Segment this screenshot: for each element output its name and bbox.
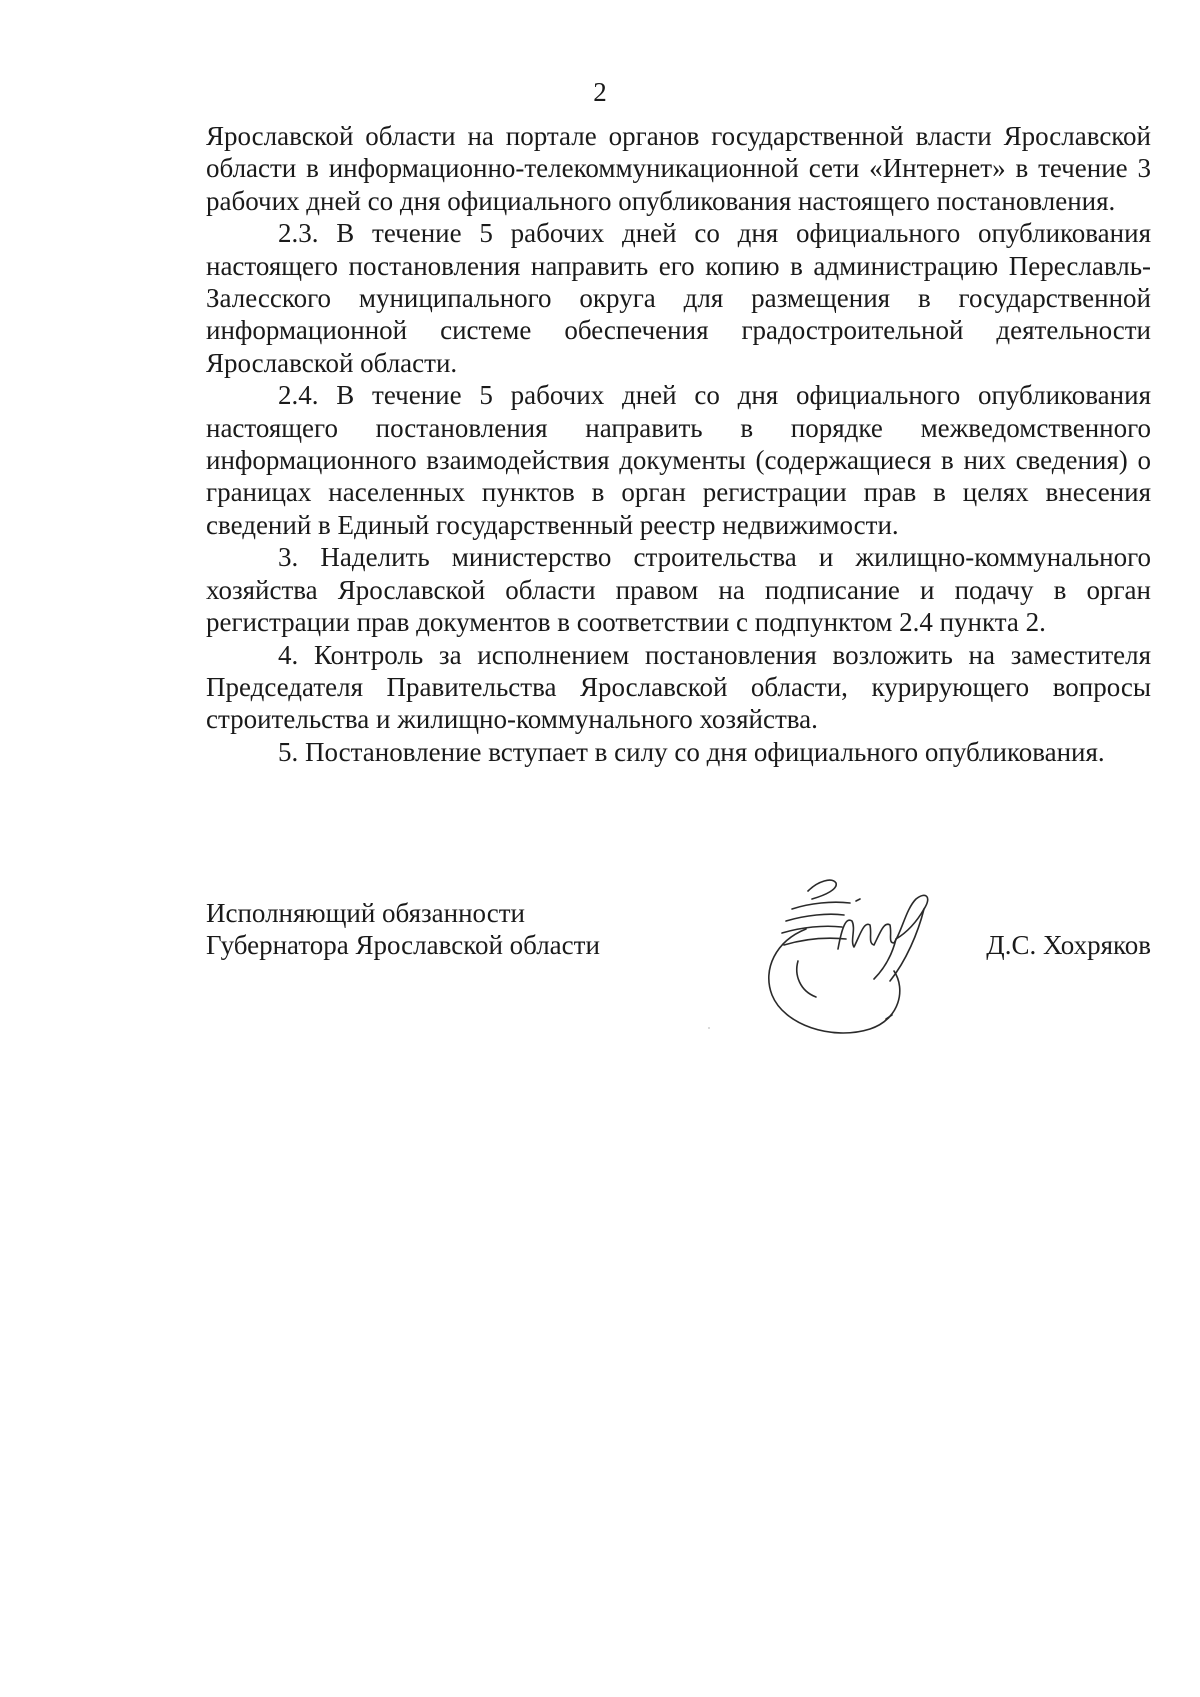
signatory-title-line-1: Исполняющий обязанности <box>206 898 525 928</box>
paragraph-2-3: 2.3. В течение 5 рабочих дней со дня официального опубликования настоящего постановления направить его копию в администрацию Переславль-Залесского муниципального округа для размещения в государственной информационной системе обеспечения градостроительной деятельности Ярославской области. <box>206 218 1151 378</box>
page-number: 2 <box>593 77 607 107</box>
document-body <box>206 120 1151 768</box>
handwritten-signature <box>746 869 956 1049</box>
scan-artifact <box>708 1027 710 1029</box>
signature-block <box>206 897 1151 1047</box>
signatory-title-line-2: Губернатора Ярославской области <box>206 930 600 961</box>
paragraph-3: 3. Наделить министерство строительства и жилищно-коммунального хозяйства Ярославской области правом на подписание и подачу в орган регистрации прав документов в соответствии с подпунктом 2.4 пункта 2. <box>206 542 1151 638</box>
paragraph-4: 4. Контроль за исполнением постановления возложить на заместителя Председателя Правительства Ярославской области, курирующего вопросы строительства и жилищно-коммунального хозяйства. <box>206 639 1151 735</box>
paragraph-continuation: Ярославской области на портале органов государственной власти Ярославской области в информационно-телекоммуникационной сети «Интернет» в течение 3 рабочих дней со дня официального опубликования настоящего постановления. <box>206 121 1151 216</box>
paragraph-5: 5. Постановление вступает в силу со дня официального опубликования. <box>278 736 1105 767</box>
paragraph-2-4: 2.4. В течение 5 рабочих дней со дня официального опубликования настоящего постановления направить в порядке межведомственного информационного взаимодействия документы (содержащиеся в них сведения) о границах населенных пунктов в орган регистрации прав в целях внесения сведений в Единый государственный реестр недвижимости. <box>206 380 1151 540</box>
signatory-name: Д.С. Хохряков <box>986 930 1151 960</box>
signatory-title <box>206 897 600 962</box>
